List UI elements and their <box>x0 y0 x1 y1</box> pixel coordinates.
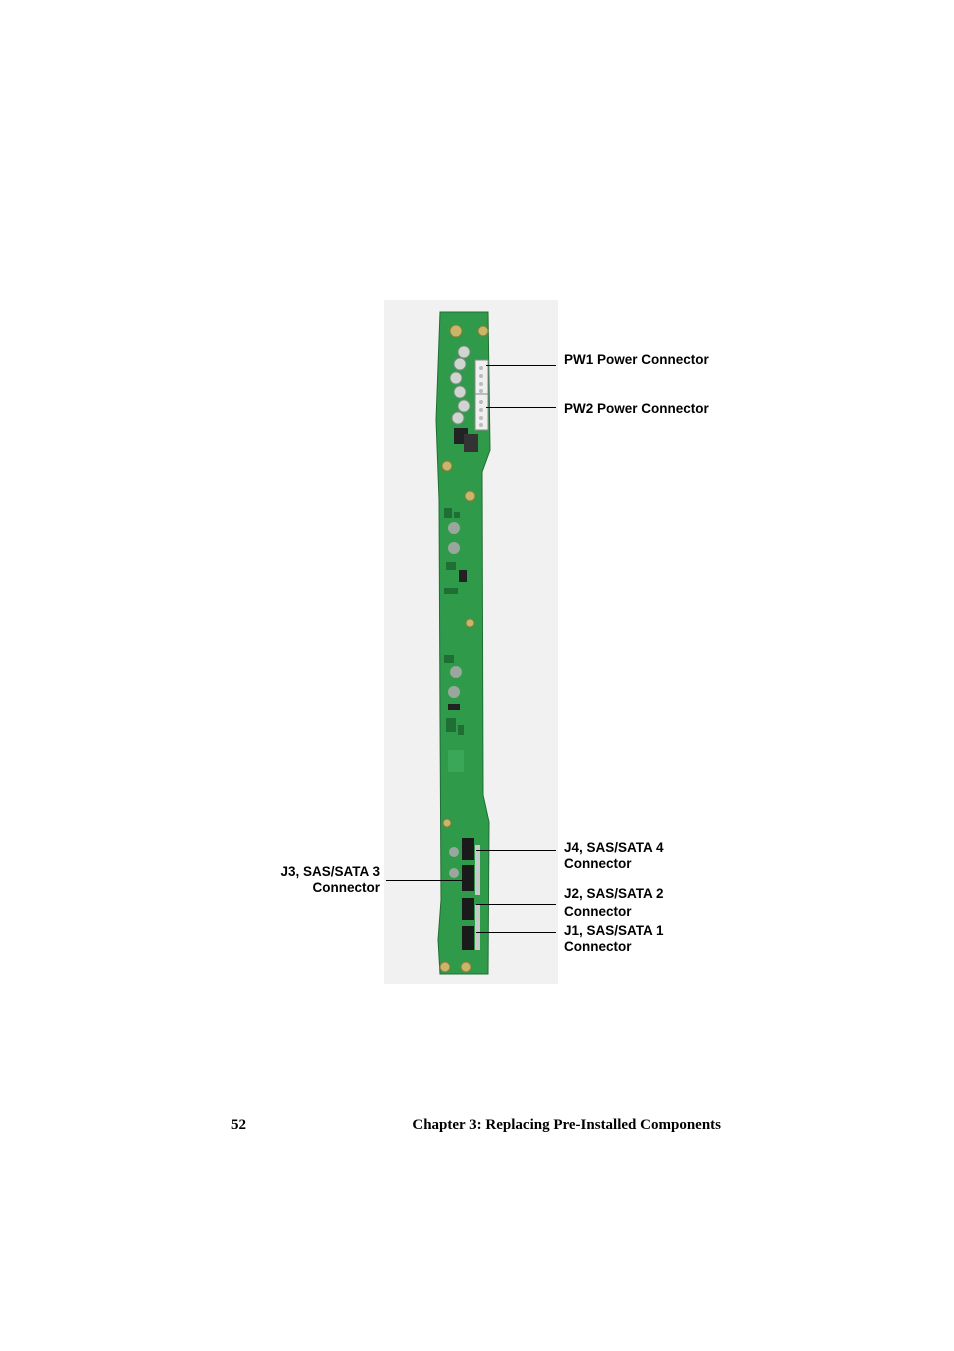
j1-label-line1: J1, SAS/SATA 1 <box>564 923 664 938</box>
j3-label-line1: J3, SAS/SATA 3 <box>280 864 380 879</box>
j4-label <box>564 840 664 872</box>
pw2-label: PW2 Power Connector <box>564 401 709 416</box>
j4-leader-line <box>476 850 556 851</box>
pw1-leader-line <box>486 365 556 366</box>
j2-label-line2: Connector <box>564 904 632 919</box>
pw1-label: PW1 Power Connector <box>564 352 709 367</box>
j3-label <box>280 864 380 896</box>
backplane-board-illustration <box>384 300 558 984</box>
j2-leader-line <box>476 904 556 905</box>
j1-label <box>564 923 664 955</box>
pw2-connector <box>475 394 488 430</box>
j4-label-line1: J4, SAS/SATA 4 <box>564 840 664 855</box>
pw2-leader-line <box>486 407 556 408</box>
regulator-chip-2 <box>464 434 478 452</box>
j3-leader-line <box>386 880 462 881</box>
j2-label <box>564 886 664 920</box>
j1-leader-line <box>476 932 556 933</box>
chapter-title: Chapter 3: Replacing Pre-Installed Components <box>412 1117 721 1133</box>
j4-label-line2: Connector <box>564 856 632 871</box>
j3-label-line2: Connector <box>312 880 380 895</box>
page-number: 52 <box>231 1117 246 1133</box>
j2-label-line1: J2, SAS/SATA 2 <box>564 886 664 901</box>
j1-label-line2: Connector <box>564 939 632 954</box>
